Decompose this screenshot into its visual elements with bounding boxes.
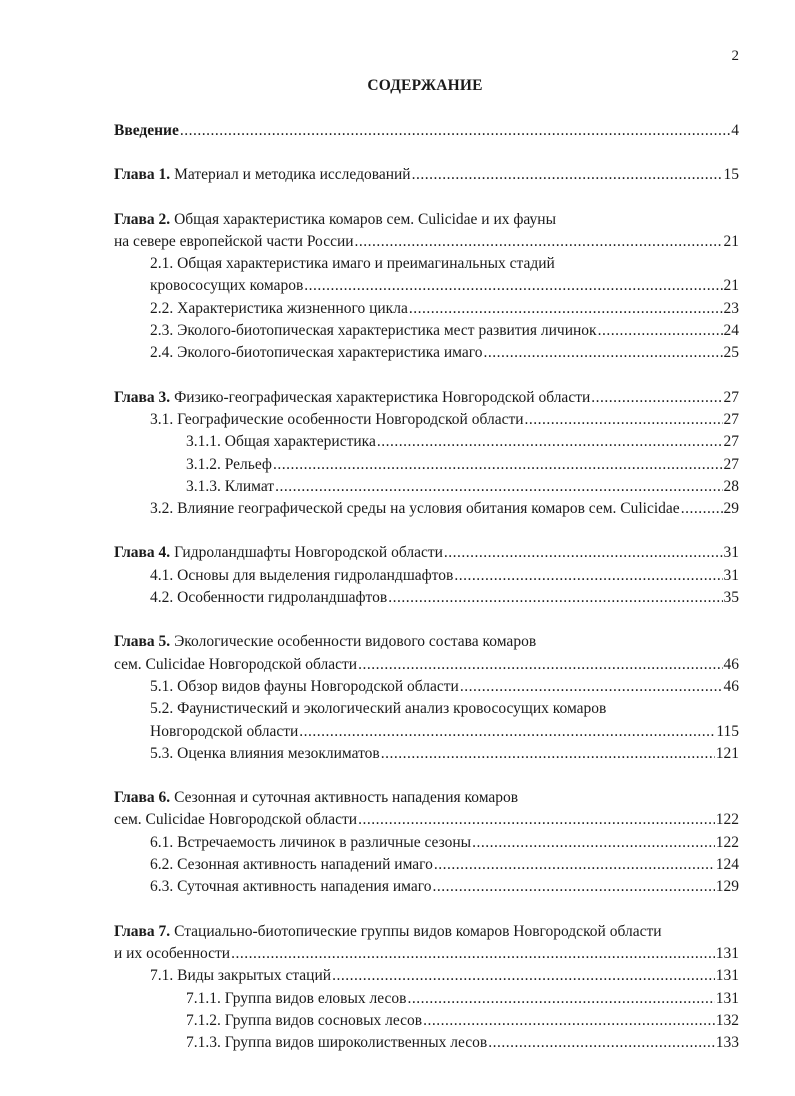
- chapter-number: Глава 2.: [114, 210, 171, 228]
- toc-entry-label: [150, 320, 597, 342]
- toc-entry-text: 3.1.2. Рельеф: [186, 455, 272, 473]
- dot-leader: [273, 454, 723, 476]
- toc-entry-label: [114, 542, 443, 564]
- chapter-number: Глава 5.: [114, 633, 171, 651]
- toc-entry-text: 5.3. Оценка влияния мезоклиматов: [150, 744, 380, 762]
- dot-leader: [460, 676, 723, 698]
- toc-entry-text: 6.1. Встречаемость личинок в различные сезоны: [150, 833, 472, 851]
- toc-page-number: 115: [716, 722, 739, 740]
- toc-entry-text: Стациально-биотопические группы видов комаров Новгородской области: [170, 922, 662, 940]
- toc-entry[interactable]: [114, 542, 739, 564]
- toc-entry-label: [150, 676, 459, 698]
- toc-page-number: 131: [715, 989, 739, 1007]
- toc-entry[interactable]: [114, 342, 739, 364]
- toc-entry-text: 3.2. Влияние географической среды на условия обитания комаров сем. Culicidae: [150, 500, 680, 518]
- toc-entry-label: [114, 211, 556, 228]
- toc-entry-label: [150, 587, 387, 609]
- toc-page-number: 131: [715, 967, 739, 985]
- toc-entry[interactable]: [114, 676, 739, 698]
- toc-page-number: 27: [723, 433, 739, 451]
- dot-leader: [377, 431, 723, 453]
- toc-entry[interactable]: [114, 965, 739, 987]
- dot-leader: [432, 876, 714, 898]
- toc-entry-label: [150, 965, 331, 987]
- chapter-number: Глава 6.: [114, 789, 171, 807]
- toc-entry[interactable]: [114, 320, 739, 342]
- toc-page-number: 132: [715, 1011, 739, 1029]
- toc-entry-label: [114, 633, 536, 650]
- toc-entry-continued[interactable]: [114, 654, 739, 676]
- dot-leader: [454, 565, 722, 587]
- toc-page-number: 23: [723, 299, 739, 317]
- dot-leader: [231, 943, 715, 965]
- toc-entry[interactable]: [114, 409, 739, 431]
- toc-entry-label: [150, 743, 380, 765]
- toc-entry-text: 5.1. Обзор видов фауны Новгородской области: [150, 677, 459, 695]
- toc-entry-label: [114, 387, 590, 409]
- dot-leader: [180, 120, 730, 142]
- toc-entry-text: Материал и методика исследований: [170, 166, 411, 184]
- toc-entry-label: [150, 298, 408, 320]
- toc-entry[interactable]: [114, 476, 739, 498]
- toc-entry-text: 2.1. Общая характеристика имаго и преимагинальных стадий: [150, 255, 555, 273]
- toc-page-number: 24: [723, 322, 739, 340]
- toc-entry-text-continued: сем. Culicidae Новгородской области: [114, 811, 358, 829]
- toc-page-number: 21: [723, 277, 739, 295]
- dot-leader: [488, 1032, 715, 1054]
- toc-entry[interactable]: [114, 209, 739, 231]
- chapter-number: Глава 4.: [114, 544, 171, 562]
- dot-leader: [358, 654, 722, 676]
- dot-leader: [409, 298, 723, 320]
- toc-entry[interactable]: [114, 1032, 739, 1054]
- toc-entry-label: [114, 231, 354, 253]
- dot-leader: [299, 721, 715, 743]
- toc-entry[interactable]: [114, 164, 739, 186]
- toc-page-number: 28: [723, 477, 739, 495]
- toc-entry-text: 7.1. Виды закрытых стаций: [150, 967, 332, 985]
- toc-entry-text: 7.1.3. Группа видов широколиственных лесов: [186, 1034, 488, 1052]
- toc-entry-label: [150, 700, 606, 717]
- toc-page-number: 27: [723, 410, 739, 428]
- toc-page-number: 46: [723, 655, 739, 673]
- toc-entry-text: Общая характеристика комаров сем. Culicidae и их фауны: [170, 210, 556, 228]
- dot-leader: [483, 342, 722, 364]
- toc-entry-label: [150, 876, 431, 898]
- toc-entry-label: [186, 988, 407, 1010]
- dot-leader: [525, 409, 723, 431]
- toc-entry-text: Физико-географическая характеристика Новгородской области: [170, 388, 591, 406]
- toc-entry[interactable]: [114, 253, 739, 275]
- chapter-number: Введение: [114, 122, 179, 139]
- page-number: 2: [731, 48, 739, 64]
- toc-entry[interactable]: [114, 431, 739, 453]
- toc-page-number: 122: [715, 811, 739, 829]
- toc-entry-label: [150, 275, 303, 297]
- dot-leader: [388, 587, 722, 609]
- dot-leader: [412, 164, 723, 186]
- toc-entry-text: Сезонная и суточная активность нападения комаров: [170, 789, 519, 807]
- toc-entry-continued[interactable]: [114, 943, 739, 965]
- dot-leader: [423, 1010, 715, 1032]
- toc-page-number: 27: [723, 455, 739, 473]
- toc-page-number: 133: [715, 1034, 739, 1052]
- toc-entry-text: Экологические особенности видового состава комаров: [170, 633, 537, 651]
- toc-entry-text: 6.3. Суточная активность нападения имаго: [150, 878, 432, 896]
- toc-page-number: 29: [723, 500, 739, 518]
- toc-entry-text: 3.1. Географические особенности Новгородской области: [150, 410, 524, 428]
- toc-entry-continued[interactable]: [114, 721, 739, 743]
- toc-page-number: 4: [731, 122, 739, 139]
- toc-page-number: 31: [723, 544, 739, 562]
- toc-entry-text: Гидроландшафты Новгородской области: [170, 544, 443, 562]
- toc-entry-text: 4.1. Основы для выделения гидроландшафтов: [150, 566, 454, 584]
- toc-entry[interactable]: [114, 498, 739, 520]
- toc-entry-continued[interactable]: [114, 275, 739, 297]
- dot-leader: [332, 965, 715, 987]
- toc-page-number: 122: [715, 833, 739, 851]
- toc-entry-label: [114, 809, 357, 831]
- toc-entry[interactable]: [114, 454, 739, 476]
- toc-entry-label: [186, 476, 274, 498]
- toc-entry[interactable]: [114, 743, 739, 765]
- toc-page-number: 21: [723, 232, 739, 250]
- toc-page-number: 124: [715, 856, 739, 874]
- toc-entry-label: [150, 342, 482, 364]
- toc-entry-label: [150, 409, 524, 431]
- toc-entry[interactable]: [114, 120, 739, 142]
- toc-page-number: 15: [723, 166, 739, 184]
- toc-entry[interactable]: [114, 298, 739, 320]
- toc-entry-text: 2.4. Эколого-биотопическая характеристика имаго: [150, 344, 483, 362]
- toc-entry-label: [114, 120, 179, 142]
- toc-entry-label: [114, 789, 518, 806]
- toc-entry-text-continued: на севере европейской части России: [114, 232, 354, 250]
- chapter-number: Глава 1.: [114, 166, 171, 184]
- toc-entry[interactable]: [114, 698, 739, 720]
- toc-page-number: 27: [723, 388, 739, 406]
- toc-page-number: 121: [715, 744, 739, 762]
- toc-page-number: 35: [723, 589, 739, 607]
- toc-entry[interactable]: [114, 1010, 739, 1032]
- toc-entry-label: [114, 164, 411, 186]
- toc-entry[interactable]: [114, 854, 739, 876]
- toc-entry-label: [186, 431, 376, 453]
- toc-page-number: 31: [723, 566, 739, 584]
- toc-entry-text-continued: сем. Culicidae Новгородской области: [114, 655, 358, 673]
- toc-entry-label: [150, 255, 555, 272]
- dot-leader: [275, 476, 722, 498]
- toc-page-number: 25: [723, 344, 739, 362]
- toc-page-number: 129: [715, 878, 739, 896]
- toc-entry-label: [150, 832, 471, 854]
- toc-entry-label: [186, 1010, 422, 1032]
- toc-entry[interactable]: [114, 387, 739, 409]
- toc-entry-text: 6.2. Сезонная активность нападений имаго: [150, 856, 433, 874]
- toc-entry-text-continued: Новгородской области: [150, 722, 299, 740]
- toc-entry-label: [150, 498, 680, 520]
- toc-entry-label: [186, 454, 272, 476]
- dot-leader: [444, 542, 723, 564]
- toc-entry-label: [150, 854, 433, 876]
- toc-entry-label: [114, 943, 230, 965]
- toc-entry[interactable]: [114, 876, 739, 898]
- dot-leader: [591, 387, 722, 409]
- toc-entry-label: [114, 654, 357, 676]
- chapter-number: Глава 3.: [114, 388, 171, 406]
- toc-entry[interactable]: [114, 921, 739, 943]
- dot-leader: [598, 320, 723, 342]
- toc-page-number: 131: [715, 944, 739, 962]
- toc-entry-label: [150, 565, 453, 587]
- dot-leader: [304, 275, 722, 297]
- chapter-number: Глава 7.: [114, 922, 171, 940]
- dot-leader: [408, 988, 715, 1010]
- toc-entry-text: 5.2. Фаунистический и экологический анализ кровососущих комаров: [150, 700, 607, 718]
- toc-entry[interactable]: [114, 787, 739, 809]
- toc-entry[interactable]: [114, 631, 739, 653]
- toc-entry-text: 4.2. Особенности гидроландшафтов: [150, 589, 388, 607]
- toc-entry-label: [186, 1032, 487, 1054]
- dot-leader: [681, 498, 723, 520]
- toc-entry-text-continued: кровососущих комаров: [150, 277, 304, 295]
- dot-leader: [381, 743, 715, 765]
- toc-entry-text-continued: и их особенности: [114, 944, 231, 962]
- dot-leader: [355, 231, 723, 253]
- dot-leader: [472, 832, 715, 854]
- toc-entry-text: 2.3. Эколого-биотопическая характеристика мест развития личинок: [150, 322, 597, 340]
- toc-entry[interactable]: [114, 988, 739, 1010]
- table-of-contents: [114, 120, 739, 1054]
- toc-entry[interactable]: [114, 587, 739, 609]
- page-title: СОДЕРЖАНИЕ: [367, 77, 483, 94]
- toc-entry-text: 3.1.1. Общая характеристика: [186, 433, 376, 451]
- toc-entry[interactable]: [114, 565, 739, 587]
- toc-entry-text: 2.2. Характеристика жизненного цикла: [150, 299, 408, 317]
- toc-page-number: 46: [723, 677, 739, 695]
- dot-leader: [358, 809, 715, 831]
- toc-entry-continued[interactable]: [114, 809, 739, 831]
- dot-leader: [434, 854, 715, 876]
- toc-entry-text: 3.1.3. Климат: [186, 477, 275, 495]
- toc-entry-continued[interactable]: [114, 231, 739, 253]
- toc-entry[interactable]: [114, 832, 739, 854]
- toc-entry-text: 7.1.2. Группа видов сосновых лесов: [186, 1011, 423, 1029]
- toc-entry-label: [114, 923, 662, 940]
- toc-entry-text: 7.1.1. Группа видов еловых лесов: [186, 989, 407, 1007]
- toc-entry-label: [150, 721, 298, 743]
